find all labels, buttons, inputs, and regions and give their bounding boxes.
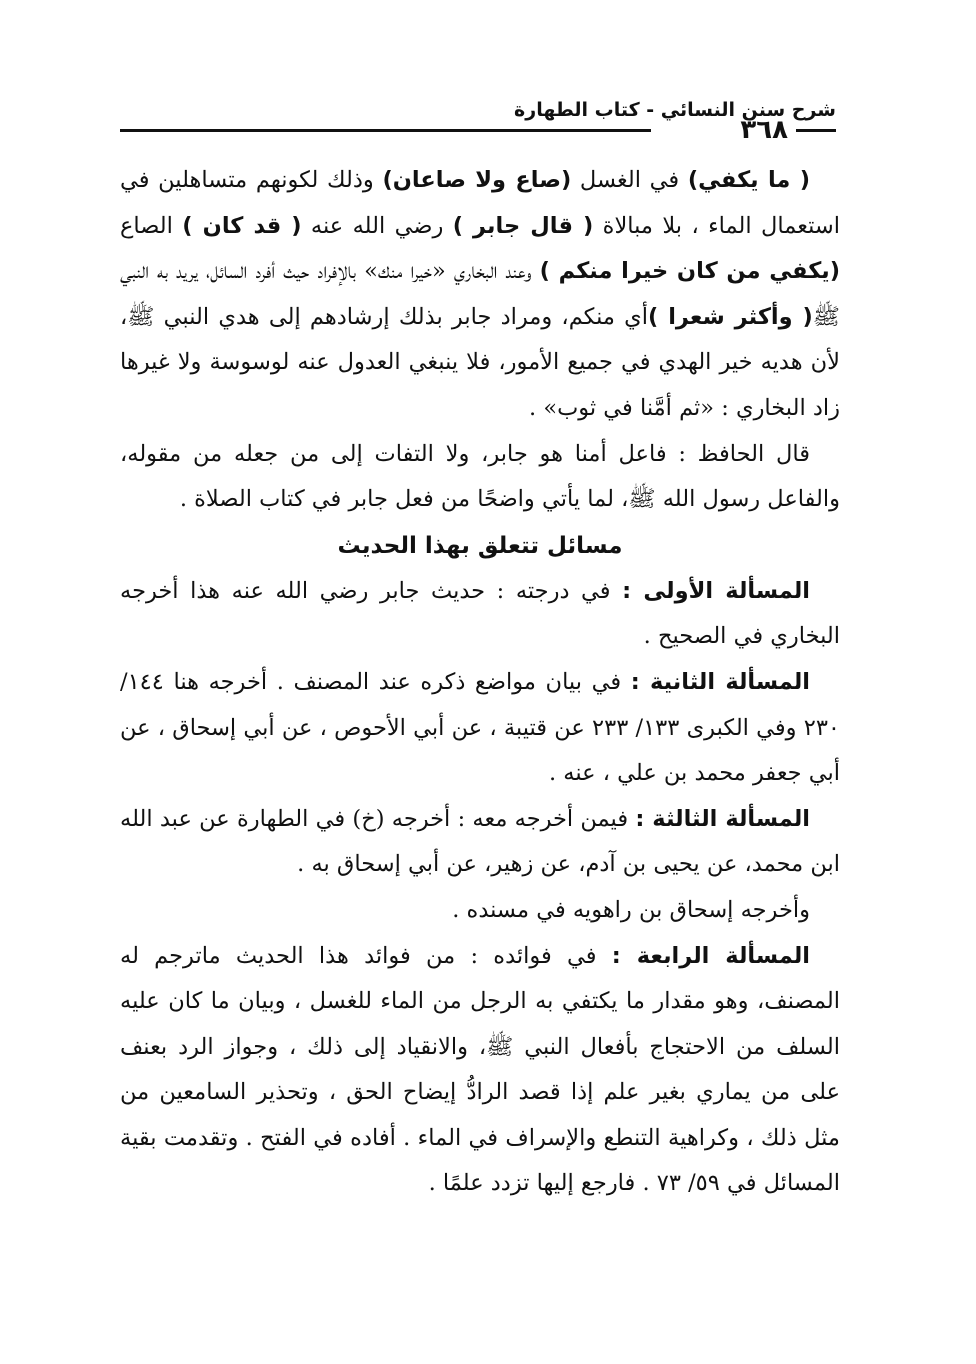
quoted-phrase: ( قد كان ) (182, 212, 302, 239)
commentary-paragraph-1 (120, 158, 840, 432)
masala-text: فيمن أخرجه معه : أخرجه (خ) في الطهارة عن عبد الله ابن محمد، عن يحيى بن آدم، عن زهير، عن أبي إسحاق به . (120, 805, 840, 878)
masala-label: المسألة الثانية : (630, 668, 811, 695)
quoted-phrase: ( وأكثر شعرا ) (648, 303, 813, 330)
masala-3 (120, 797, 840, 888)
masala-text: في درجته : حديث جابر رضي الله عنه هذا أخرجه البخاري في الصحيح . (120, 577, 840, 650)
commentary-text: وعند البخاري «خيرا منك» بالإفراد حيث أفرد السائل، يريد به النبي ﷺ (120, 258, 840, 330)
quoted-phrase: ( ما يكفي) (687, 167, 810, 193)
masala-2 (120, 660, 840, 797)
page-header (120, 95, 836, 145)
quoted-phrase: ( قال جابر ) (452, 212, 594, 239)
masala-label: المسألة الأولى : (622, 577, 810, 604)
quoted-phrase: (يكفي من كان خيرا منكم ) (539, 258, 841, 285)
page-body (120, 158, 840, 1207)
quoted-phrase: (صاع ولا صاعان) (382, 167, 572, 193)
commentary-text: أي منكم، ومراد جابر بذلك إرشادهم إلى هدي النبي ﷺ، لأن هديه خير الهدي في جميع الأمور، فلا ينبغي العدول عنه لوسوسة ولا غيرها زاد البخاري : «ثم أمَّنا في ثوب» . (120, 303, 840, 421)
masala-4 (120, 934, 840, 1208)
running-title: شرح سنن النسائي - كتاب الطهارة (514, 99, 836, 121)
commentary-text: في الغسل (571, 167, 688, 193)
masala-1 (120, 569, 840, 660)
commentary-text: رضي الله عنه (301, 212, 453, 239)
masala-label: المسألة الثالثة : (635, 805, 811, 832)
commentary-paragraph-2: قال الحافظ : فاعل أمنا هو جابر، ولا التفات إلى من جعله من مقوله، والفاعل رسول الله ﷺ، لما يأتي واضحًا من فعل جابر في كتاب الصلاة . (120, 440, 840, 513)
commentary-text: الصاع (120, 212, 183, 239)
masala-3-extra: وأخرجه إسحاق بن راهويه في مسنده . (452, 896, 810, 923)
masala-text: في بيان مواضع ذكره عند المصنف . أخرجه هنا ١٤٤/ ٢٣٠ وفي الكبرى ١٣٣/ ٢٣٣ عن قتيبة ، عن أبي الأحوص ، عن أبي إسحاق ، عن أبي جعفر محمد بن علي ، عنه . (120, 668, 840, 787)
header-rule (120, 129, 651, 132)
masala-text: في فوائده : من فوائد هذا الحديث ماترجم له المصنف، وهو مقدار ما يكتفي به الرجل من الماء للغسل ، وبيان ما كان عليه السلف من الاحتجاج بأفعال النبي ﷺ، والانقياد إلى ذلك ، وجواز الرد بعنف على من يماري بغير علم إذا قصد الرادُّ إيضاح الحق ، وتحذير السامعين من مثل ذلك ، وكراهية التنطع والإسراف في الماء . أفاده في الفتح . وتقدمت بقية المسائل في ٥٩/ ٧٣ . فارجع إليها تزدد علمًا . (120, 942, 840, 1197)
section-heading: مسائل تتعلق بهذا الحديث (337, 532, 623, 559)
page-number: ٣٦٨ (656, 115, 836, 145)
masala-label: المسألة الرابعة : (611, 942, 810, 969)
commentary-text: وذلك لكونهم متساهلين في استعمال الماء ، بلا مبالاة (120, 167, 840, 239)
